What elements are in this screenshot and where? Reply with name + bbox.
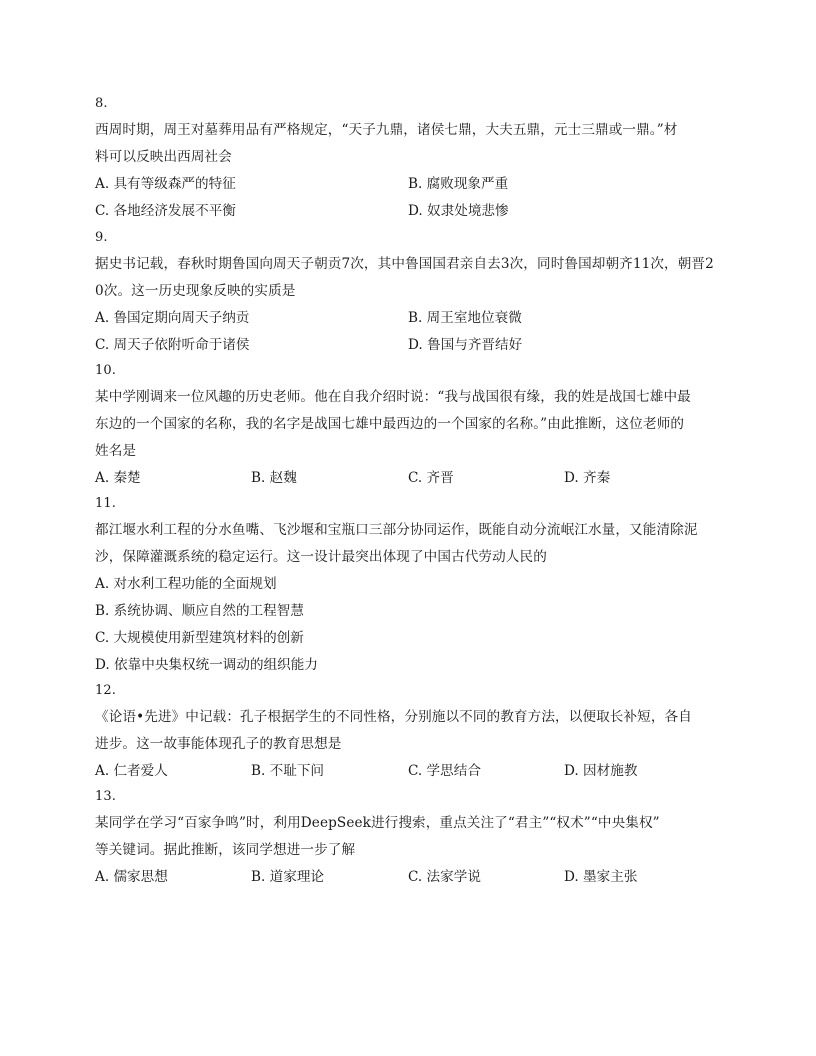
option-a: A. 鲁国定期向周天子纳贡 (95, 310, 250, 326)
option-c: C. 周天子依附听命于诸侯 (95, 337, 250, 353)
question-stem: 东边的一个国家的名称，我的名字是战国七雄中最西边的一个国家的名称。”由此推断，这位老师的 (95, 416, 685, 432)
option-d: D. 奴隶处境悲惨 (408, 203, 509, 219)
option-b: B. 赵魏 (251, 470, 297, 486)
option-b: B. 周王室地位衰微 (408, 310, 522, 326)
option-a: A. 儒家思想 (95, 869, 168, 885)
question-number: 12. (95, 683, 116, 698)
question-stem: 料可以反映出西周社会 (95, 149, 232, 165)
option-c: C. 各地经济发展不平衡 (95, 203, 236, 219)
question-stem: 都江堰水利工程的分水鱼嘴、飞沙堰和宝瓶口三部分协同运作，既能自动分流岷江水量，又能清除泥 (95, 522, 698, 538)
option-c: C. 学思结合 (408, 763, 481, 779)
question-stem: 0次。这一历史现象反映的实质是 (95, 283, 296, 299)
option-d: D. 鲁国与齐晋结好 (408, 337, 523, 353)
option-b: B. 不耻下问 (251, 763, 325, 779)
question-stem: 沙，保障灌溉系统的稳定运行。这一设计最突出体现了中国古代劳动人民的 (95, 549, 547, 565)
option-a: A. 秦楚 (95, 470, 141, 486)
option-a: A. 仁者爱人 (95, 763, 168, 779)
option-d: D. 墨家主张 (564, 869, 638, 885)
question-stem: 进步。这一故事能体现孔子的教育思想是 (95, 736, 342, 752)
question-number: 9. (95, 230, 108, 245)
option-b: B. 系统协调、顺应自然的工程智慧 (95, 603, 304, 619)
option-b: B. 道家理论 (251, 869, 325, 885)
question-number: 11. (95, 496, 116, 511)
question-stem: 西周时期，周王对墓葬用品有严格规定，“天子九鼎，诸侯七鼎，大夫五鼎，元士三鼎或一鼎。”材 (95, 122, 678, 138)
question-number: 10. (95, 363, 116, 378)
question-stem: 《论语•先进》中记载：孔子根据学生的不同性格，分别施以不同的教育方法，以便取长补短，各自 (95, 709, 692, 725)
option-b: B. 腐败现象严重 (408, 176, 509, 192)
option-d: D. 因材施教 (564, 763, 638, 779)
option-d: D. 齐秦 (564, 470, 611, 486)
option-a: A. 对水利工程功能的全面规划 (95, 576, 277, 592)
option-a: A. 具有等级森严的特征 (95, 176, 236, 192)
option-c: C. 法家学说 (408, 869, 481, 885)
option-c: C. 齐晋 (408, 470, 454, 486)
option-d: D. 依靠中央集权统一调动的组织能力 (95, 657, 318, 673)
question-stem: 姓名是 (95, 443, 137, 459)
question-stem: 某中学刚调来一位风趣的历史老师。他在自我介绍时说：“我与战国很有缘，我的姓是战国七雄中最 (95, 389, 691, 405)
question-stem: 据史书记载，春秋时期鲁国向周天子朝贡7次，其中鲁国国君亲自去3次，同时鲁国却朝齐11次，朝晋2 (95, 256, 714, 272)
question-number: 8. (95, 96, 108, 111)
question-number: 13. (95, 789, 116, 804)
question-stem: 某同学在学习“百家争鸣”时，利用DeepSeek进行搜索，重点关注了“君主”“权术”“中央集权” (95, 815, 660, 831)
option-c: C. 大规模使用新型建筑材料的创新 (95, 630, 304, 646)
question-stem: 等关键词。据此推断，该同学想进一步了解 (95, 842, 356, 858)
